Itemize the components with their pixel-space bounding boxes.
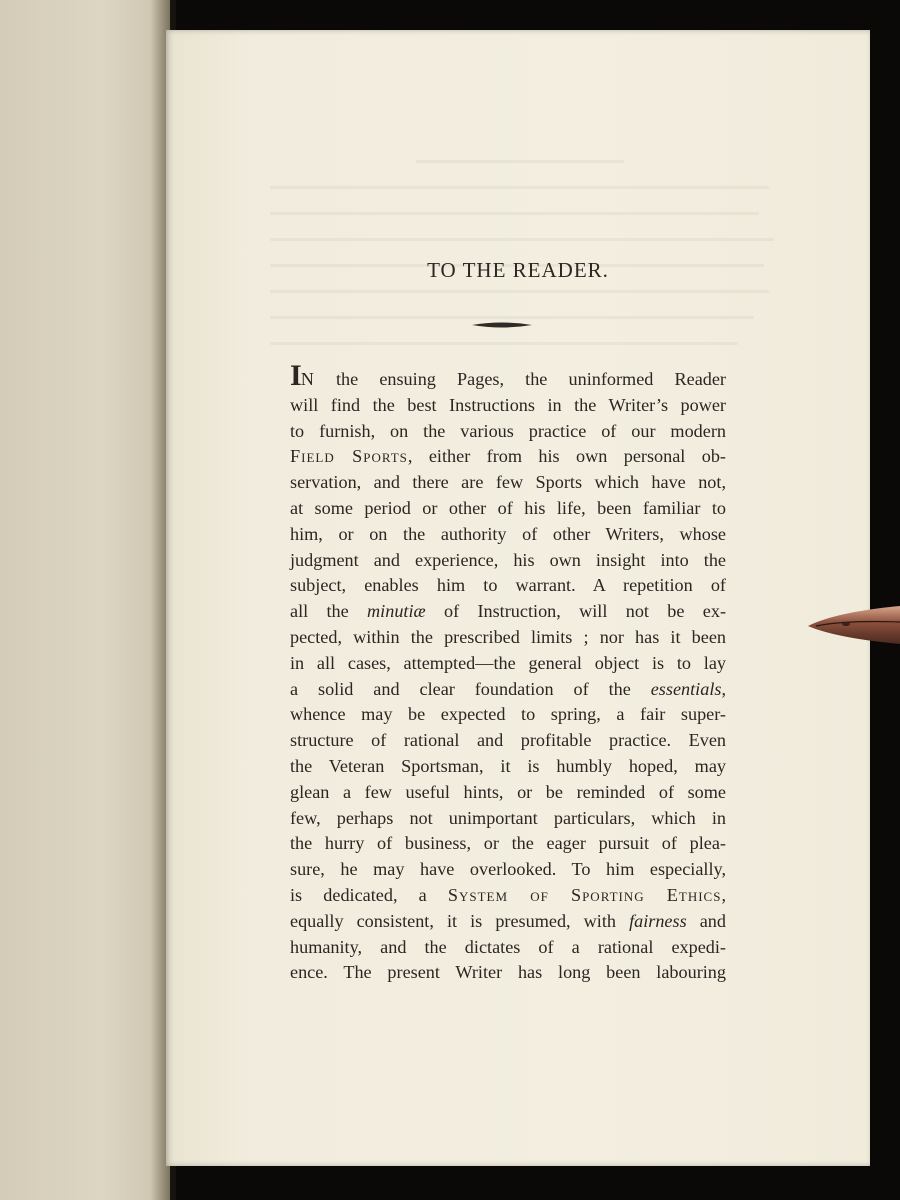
text-line [290, 935, 726, 961]
text-run: sure, he may have overlooked. To him especially, [290, 859, 726, 880]
text-run: structure of rational and profitable practice. Even [290, 730, 726, 751]
body-text [290, 359, 727, 986]
small-caps-run: Field Sports [290, 446, 408, 467]
text-run: will find the best Instructions in the Writer’s power [290, 394, 726, 415]
text-line [290, 548, 726, 574]
text-run: , [721, 678, 726, 699]
text-line [290, 909, 726, 935]
small-caps-run: N [300, 369, 315, 389]
text-run: subject, enables him to warrant. A repetition of [290, 575, 726, 596]
text-line [290, 857, 726, 883]
text-run: and [686, 910, 726, 931]
italic-run: minutiæ [367, 601, 426, 622]
text-line [290, 728, 726, 754]
text-line [290, 754, 726, 780]
text-line [290, 883, 726, 909]
page-title: TO THE READER. [427, 258, 609, 282]
text-run: the hurry of business, or the eager pursuit of plea- [290, 833, 726, 854]
text-run: , [721, 884, 726, 905]
small-caps-run: System of Sporting Ethics [447, 884, 722, 905]
text-run: , either from his own personal ob- [407, 446, 726, 467]
text-line [290, 470, 726, 496]
text-line [290, 780, 726, 806]
text-run: a solid and clear foundation of the [290, 678, 651, 699]
text-run: all the [290, 601, 368, 622]
text-run: judgment and experience, his own insight into the [290, 549, 726, 570]
text-run: the Veteran Sportsman, it is humbly hoped, may [290, 755, 726, 776]
text-run: to furnish, on the various practice of our modern [290, 420, 726, 441]
drop-cap: I [290, 359, 301, 392]
text-run: pected, within the prescribed limits ; nor has it been [290, 626, 726, 647]
text-run: glean a few useful hints, or be reminded of some [290, 781, 726, 802]
italic-run: essentials [650, 678, 722, 699]
text-line [290, 960, 726, 986]
text-line [290, 359, 726, 393]
text-line [290, 419, 726, 445]
text-line [290, 496, 726, 522]
text-run: ence. The present Writer has long been labouring [290, 962, 726, 983]
text-line [290, 522, 726, 548]
text-run: is dedicated, a [290, 884, 448, 905]
text-run: whence may be expected to spring, a fair super- [290, 704, 726, 725]
text-line [290, 393, 726, 419]
text-run: of Instruction, will not be ex- [425, 601, 727, 622]
text-run: humanity, and the dictates of a rational expedi- [290, 936, 726, 957]
text-line [290, 444, 726, 470]
text-run: at some period or other of his life, been familiar to [290, 497, 726, 518]
text-run: equally consistent, it is presumed, with [290, 910, 630, 931]
text-run: servation, and there are few Sports which have not, [290, 472, 726, 493]
text-line [290, 831, 726, 857]
text-run: the ensuing Pages, the uninformed Reader [314, 369, 726, 389]
pen-nib-pointer [806, 602, 900, 648]
text-run: him, or on the authority of other Writers, whose [290, 523, 726, 544]
text-line [290, 573, 726, 599]
text-line [290, 806, 726, 832]
italic-run: fairness [629, 910, 687, 931]
text-run: few, perhaps not unimportant particulars, which in [290, 807, 726, 828]
text-line [290, 599, 726, 625]
text-line [290, 677, 726, 703]
title-rule-ornament [472, 320, 532, 330]
text-line [290, 651, 726, 677]
text-line [290, 702, 726, 728]
text-line [290, 625, 726, 651]
text-run: in all cases, attempted—the general object is to lay [290, 652, 726, 673]
left-page [0, 0, 170, 1200]
